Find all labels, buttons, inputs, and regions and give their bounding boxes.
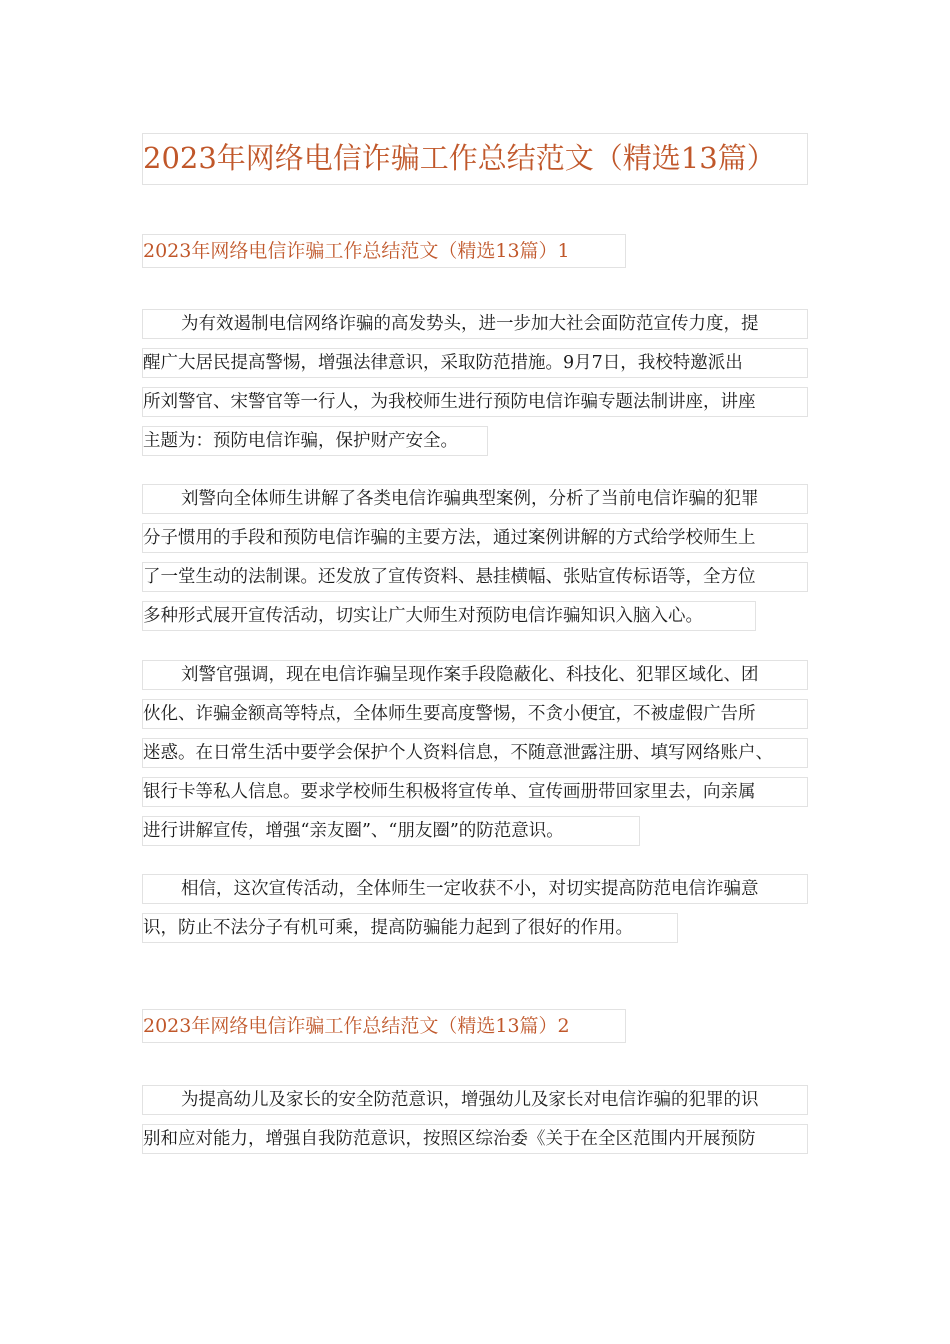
section-2-heading: 2023年网络电信诈骗工作总结范文（精选13篇）2 <box>142 1009 626 1043</box>
text-line: 伙化、诈骗金额高等特点，全体师生要高度警惕，不贪小便宜，不被虚假广告所 <box>142 699 808 729</box>
text-line: 刘警向全体师生讲解了各类电信诈骗典型案例，分析了当前电信诈骗的犯罪 <box>142 484 808 514</box>
section-1-heading: 2023年网络电信诈骗工作总结范文（精选13篇）1 <box>142 234 626 268</box>
text-line: 所刘警官、宋警官等一行人，为我校师生进行预防电信诈骗专题法制讲座，讲座 <box>142 387 808 417</box>
text-line: 刘警官强调，现在电信诈骗呈现作案手段隐蔽化、科技化、犯罪区域化、团 <box>142 660 808 690</box>
text-line: 进行讲解宣传，增强“亲友圈”、“朋友圈”的防范意识。 <box>142 816 640 846</box>
text-line: 为有效遏制电信网络诈骗的高发势头，进一步加大社会面防范宣传力度，提 <box>142 309 808 339</box>
text-line: 为提高幼儿及家长的安全防范意识，增强幼儿及家长对电信诈骗的犯罪的识 <box>142 1085 808 1115</box>
text-line: 主题为：预防电信诈骗，保护财产安全。 <box>142 426 488 456</box>
document-title: 2023年网络电信诈骗工作总结范文（精选13篇） <box>142 133 808 185</box>
text-line: 醒广大居民提高警惕，增强法律意识，采取防范措施。9月7日，我校特邀派出 <box>142 348 808 378</box>
text-line: 迷惑。在日常生活中要学会保护个人资料信息，不随意泄露注册、填写网络账户、 <box>142 738 808 768</box>
text-line: 多种形式展开宣传活动，切实让广大师生对预防电信诈骗知识入脑入心。 <box>142 601 756 631</box>
text-line: 识，防止不法分子有机可乘，提高防骗能力起到了很好的作用。 <box>142 913 678 943</box>
text-line: 分子惯用的手段和预防电信诈骗的主要方法，通过案例讲解的方式给学校师生上 <box>142 523 808 553</box>
text-line: 别和应对能力，增强自我防范意识，按照区综治委《关于在全区范围内开展预防 <box>142 1124 808 1154</box>
text-line: 了一堂生动的法制课。还发放了宣传资料、悬挂横幅、张贴宣传标语等，全方位 <box>142 562 808 592</box>
text-line: 银行卡等私人信息。要求学校师生积极将宣传单、宣传画册带回家里去，向亲属 <box>142 777 808 807</box>
text-line: 相信，这次宣传活动，全体师生一定收获不小，对切实提高防范电信诈骗意 <box>142 874 808 904</box>
